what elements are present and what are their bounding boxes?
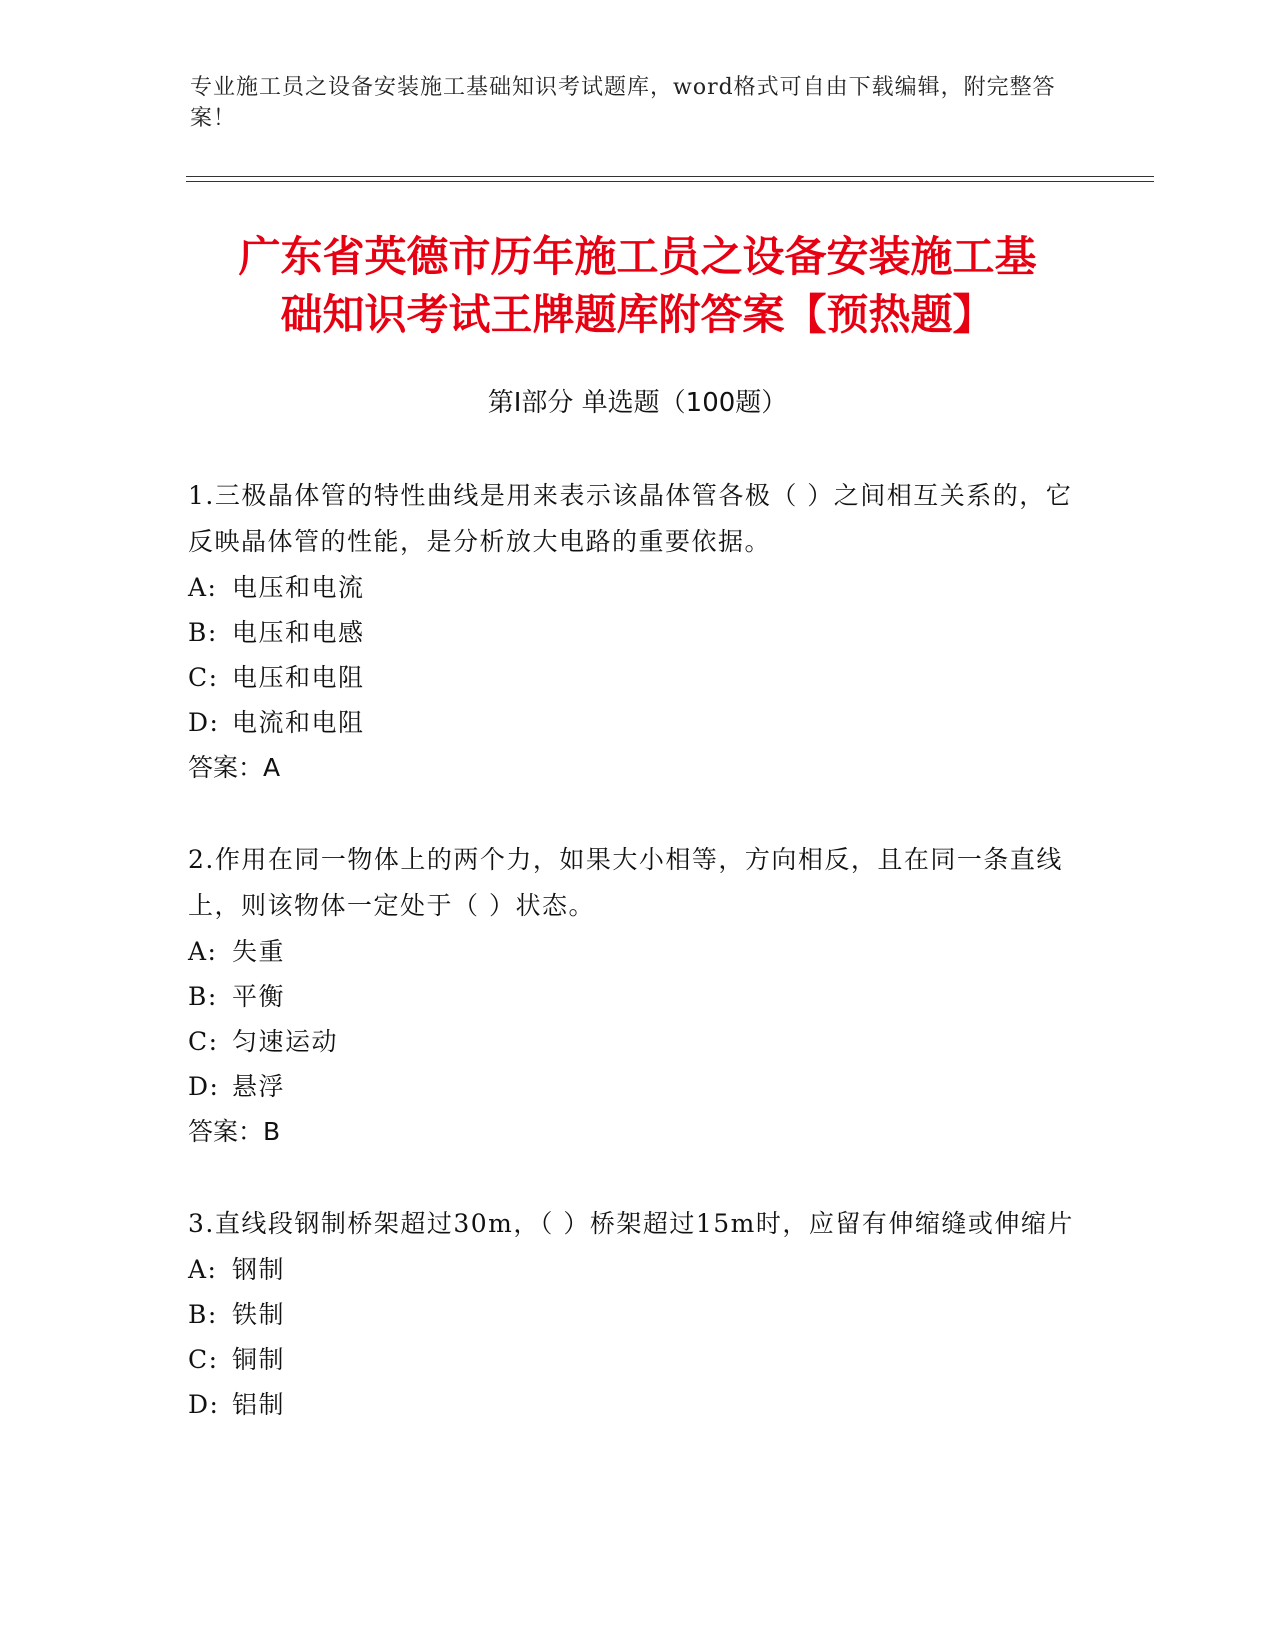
document-title-line-1: 广东省英德市历年施工员之设备安装施工基 [238,232,1037,281]
option-c [188,655,1078,700]
document-title-line-2: 础知识考试王牌题库附答案【预热题】 [280,290,995,339]
header-divider [186,176,1154,182]
option-text: 平衡 [232,982,286,1011]
option-text: 失重 [232,937,286,966]
option-text: 电压和电阻 [232,663,365,692]
option-letter: C: [188,1345,219,1374]
question-2 [188,837,1078,1155]
option-letter: C: [188,1027,219,1056]
option-text: 电压和电流 [232,573,365,602]
option-letter: C: [188,663,219,692]
option-letter: A: [188,1255,218,1284]
answer-line: 答案：B [188,1117,281,1146]
answer-line: 答案：A [188,753,281,782]
question-stem: 1.三极晶体管的特性曲线是用来表示该晶体管各极（ ）之间相互关系的，它反映晶体管的性能，是分析放大电路的重要依据。 [188,481,1073,556]
option-letter: A: [188,937,218,966]
document-title [150,228,1125,344]
question-1 [188,473,1078,791]
option-letter: B: [188,618,218,647]
question-stem: 3.直线段钢制桥架超过30m，（ ）桥架超过15m时，应留有伸缩缝或伸缩片 [188,1209,1074,1238]
option-text: 匀速运动 [232,1027,339,1056]
option-letter: B: [188,982,218,1011]
question-3 [188,1201,1078,1427]
option-text: 铝制 [232,1390,286,1419]
option-text: 铁制 [232,1300,286,1329]
option-text: 电流和电阻 [232,708,365,737]
option-text: 电压和电感 [232,618,365,647]
option-text: 悬浮 [232,1072,286,1101]
option-b [188,610,1078,655]
option-c [188,1337,1078,1382]
option-letter: D: [188,1072,220,1101]
option-c [188,1019,1078,1064]
option-letter: B: [188,1300,218,1329]
option-b [188,1292,1078,1337]
option-letter: D: [188,708,220,737]
section-heading: 第Ⅰ部分 单选题（100题） [487,388,788,418]
option-letter: A: [188,573,218,602]
option-letter: D: [188,1390,220,1419]
option-a [188,1247,1078,1292]
page-header-note: 专业施工员之设备安装施工基础知识考试题库，word格式可自由下载编辑，附完整答案！ [190,75,1056,131]
question-stem: 2.作用在同一物体上的两个力，如果大小相等，方向相反，且在同一条直线上，则该物体一定处于（ ）状态。 [188,845,1063,920]
option-a [188,565,1078,610]
option-text: 钢制 [232,1255,286,1284]
option-d [188,1382,1078,1427]
option-text: 铜制 [232,1345,286,1374]
option-b [188,974,1078,1019]
option-d [188,1064,1078,1109]
question-list [188,473,1078,1473]
option-a [188,929,1078,974]
option-d [188,700,1078,745]
